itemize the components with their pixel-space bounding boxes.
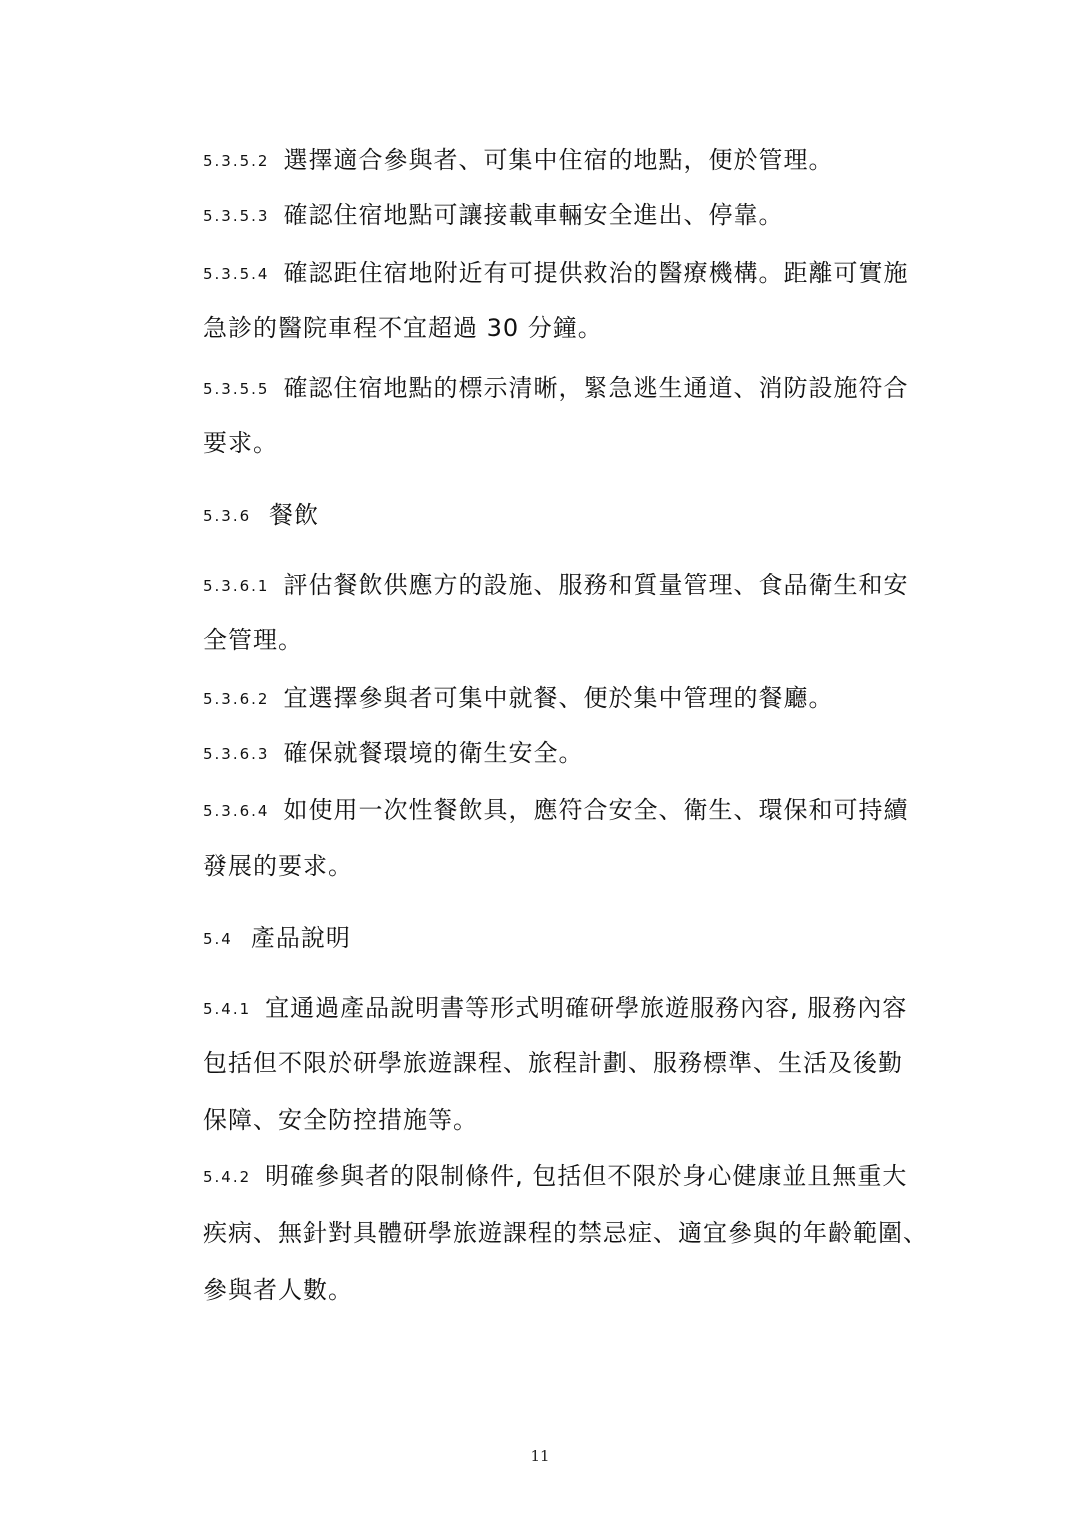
clause-text: 宜選擇參與者可集中就餐、便於集中管理的餐廳。 bbox=[283, 684, 834, 712]
clause-5-3-5-5 bbox=[203, 373, 923, 404]
clause-text: 全管理。 bbox=[203, 626, 303, 654]
clause-number: 5.4.2 bbox=[203, 1168, 252, 1186]
clause-text: 確認住宿地點可讓接載車輛安全進出、停靠。 bbox=[283, 201, 784, 229]
clause-number: 5.3.5.5 bbox=[203, 380, 270, 398]
clause-text: 選擇適合參與者、可集中住宿的地點，便於管理。 bbox=[283, 146, 834, 174]
clause-number: 5.3.5.4 bbox=[203, 265, 270, 283]
clause-5-3-5-3 bbox=[203, 200, 923, 231]
clause-continuation bbox=[203, 851, 923, 881]
clause-text: 宜通過產品說明書等形式明確研學旅遊服務內容, 服務內容 bbox=[265, 994, 908, 1022]
clause-continuation bbox=[203, 428, 923, 458]
section-number: 5.4 bbox=[203, 930, 233, 948]
section-number: 5.3.6 bbox=[203, 507, 252, 525]
clause-text: 參與者人數。 bbox=[203, 1276, 353, 1304]
clause-continuation bbox=[203, 625, 923, 655]
clause-continuation bbox=[203, 1218, 928, 1248]
clause-5-3-5-2 bbox=[203, 145, 923, 176]
clause-number: 5.4.1 bbox=[203, 1000, 252, 1018]
clause-continuation bbox=[203, 313, 923, 343]
clause-continuation bbox=[203, 1048, 923, 1078]
clause-text: 發展的要求。 bbox=[203, 852, 353, 880]
section-title: 產品說明 bbox=[250, 924, 351, 952]
clause-text: 保障、安全防控措施等。 bbox=[203, 1106, 478, 1134]
clause-number: 5.3.6.2 bbox=[203, 690, 270, 708]
clause-text: 確保就餐環境的衛生安全。 bbox=[283, 739, 584, 767]
clause-text: 評估餐飲供應方的設施、服務和質量管理、食品衛生和安 bbox=[283, 571, 909, 599]
clause-5-4-2 bbox=[203, 1161, 923, 1192]
clause-5-3-6-3 bbox=[203, 738, 923, 769]
clause-5-3-6-1 bbox=[203, 570, 923, 601]
clause-continuation bbox=[203, 1275, 923, 1305]
clause-text: 確認距住宿地附近有可提供救治的醫療機構。距離可實施 bbox=[283, 259, 909, 287]
clause-text: 急診的醫院車程不宜超過 30 分鐘。 bbox=[203, 314, 603, 342]
section-title: 餐飲 bbox=[269, 501, 320, 529]
clause-5-4-1 bbox=[203, 993, 923, 1024]
clause-text: 確認住宿地點的標示清晰，緊急逃生通道、消防設施符合 bbox=[283, 374, 909, 402]
clause-text: 要求。 bbox=[203, 429, 278, 457]
clause-5-3-6-4 bbox=[203, 795, 923, 826]
clause-text: 疾病、無針對具體研學旅遊課程的禁忌症、適宜參與的年齡範圍、 bbox=[203, 1219, 928, 1247]
clause-5-3-5-4 bbox=[203, 258, 923, 289]
clause-number: 5.3.6.4 bbox=[203, 802, 270, 820]
clause-text: 包括但不限於研學旅遊課程、旅程計劃、服務標準、生活及後勤 bbox=[203, 1049, 903, 1077]
clause-number: 5.3.5.3 bbox=[203, 207, 270, 225]
clause-5-3-6-2 bbox=[203, 683, 923, 714]
section-heading-5-3-6 bbox=[203, 500, 923, 531]
clause-text: 如使用一次性餐飲具，應符合安全、衛生、環保和可持續 bbox=[283, 796, 909, 824]
clause-number: 5.3.5.2 bbox=[203, 152, 270, 170]
clause-number: 5.3.6.3 bbox=[203, 745, 270, 763]
clause-number: 5.3.6.1 bbox=[203, 577, 270, 595]
page-number: 11 bbox=[530, 1447, 550, 1465]
clause-text: 明確參與者的限制條件, 包括但不限於身心健康並且無重大 bbox=[265, 1162, 908, 1190]
section-heading-5-4 bbox=[203, 923, 923, 954]
clause-continuation bbox=[203, 1105, 923, 1135]
